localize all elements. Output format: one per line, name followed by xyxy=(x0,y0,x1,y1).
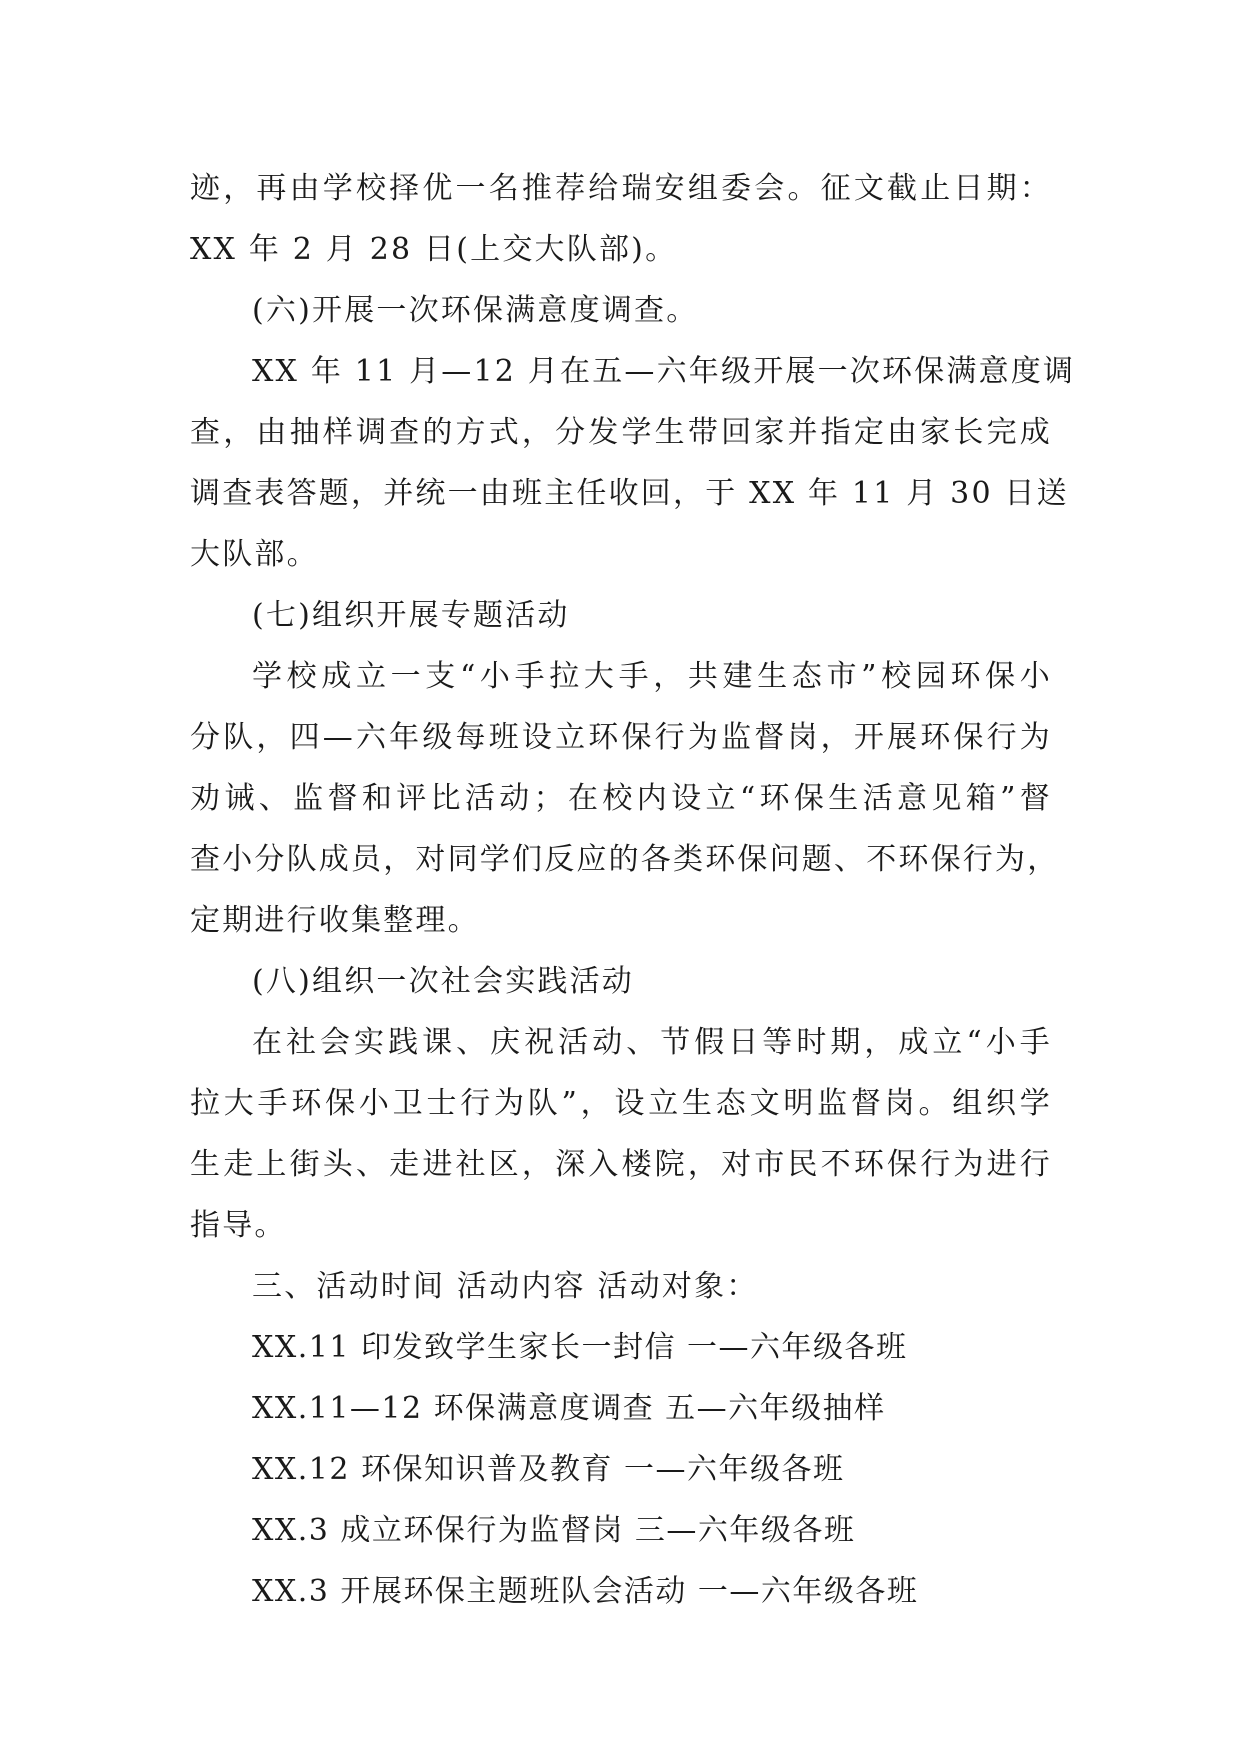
section-heading-3: 三、活动时间 活动内容 活动对象： xyxy=(252,1269,759,1304)
paragraph-line: 拉大手环保小卫士行为队”，设立生态文明监督岗。组织学 xyxy=(190,1086,1052,1121)
paragraph-line: 学校成立一支“小手拉大手，共建生态市”校园环保小 xyxy=(252,659,1052,694)
paragraph-line: 迹，再由学校择优一名推荐给瑞安组委会。征文截止日期： xyxy=(190,171,1052,206)
paragraph-line: 查，由抽样调查的方式，分发学生带回家并指定由家长完成 xyxy=(190,415,1052,450)
schedule-item: XX.11 印发致学生家长一封信 一—六年级各班 xyxy=(252,1330,908,1365)
paragraph-line: 定期进行收集整理。 xyxy=(190,903,480,938)
schedule-item: XX.3 成立环保行为监督岗 三—六年级各班 xyxy=(252,1513,856,1548)
section-heading-6: (六)开展一次环保满意度调查。 xyxy=(252,293,699,328)
paragraph-line: 查小分队成员，对同学们反应的各类环保问题、不环保行为， xyxy=(190,842,1060,877)
paragraph-line: 调查表答题，并统一由班主任收回，于 XX 年 11 月 30 日送 xyxy=(190,476,1069,511)
paragraph-line: XX 年 2 月 28 日(上交大队部)。 xyxy=(190,232,678,267)
paragraph-line: 在社会实践课、庆祝活动、节假日等时期，成立“小手 xyxy=(252,1025,1052,1060)
paragraph-line: 生走上街头、走进社区，深入楼院，对市民不环保行为进行 xyxy=(190,1147,1052,1182)
section-heading-7: (七)组织开展专题活动 xyxy=(252,598,570,633)
paragraph-line: 大队部。 xyxy=(190,537,319,572)
schedule-item: XX.12 环保知识普及教育 一—六年级各班 xyxy=(252,1452,845,1487)
paragraph-line: XX 年 11 月—12 月在五—六年级开展一次环保满意度调 xyxy=(252,354,1076,389)
paragraph-line: 分队，四—六年级每班设立环保行为监督岗，开展环保行为 xyxy=(190,720,1052,755)
paragraph-line: 劝诫、监督和评比活动；在校内设立“环保生活意见箱”督 xyxy=(190,781,1052,816)
schedule-item: XX.11—12 环保满意度调查 五—六年级抽样 xyxy=(252,1391,886,1426)
schedule-item: XX.3 开展环保主题班队会活动 一—六年级各班 xyxy=(252,1574,919,1609)
document-body xyxy=(190,158,1076,1622)
paragraph-line: 指导。 xyxy=(190,1208,287,1243)
section-heading-8: (八)组织一次社会实践活动 xyxy=(252,964,635,999)
